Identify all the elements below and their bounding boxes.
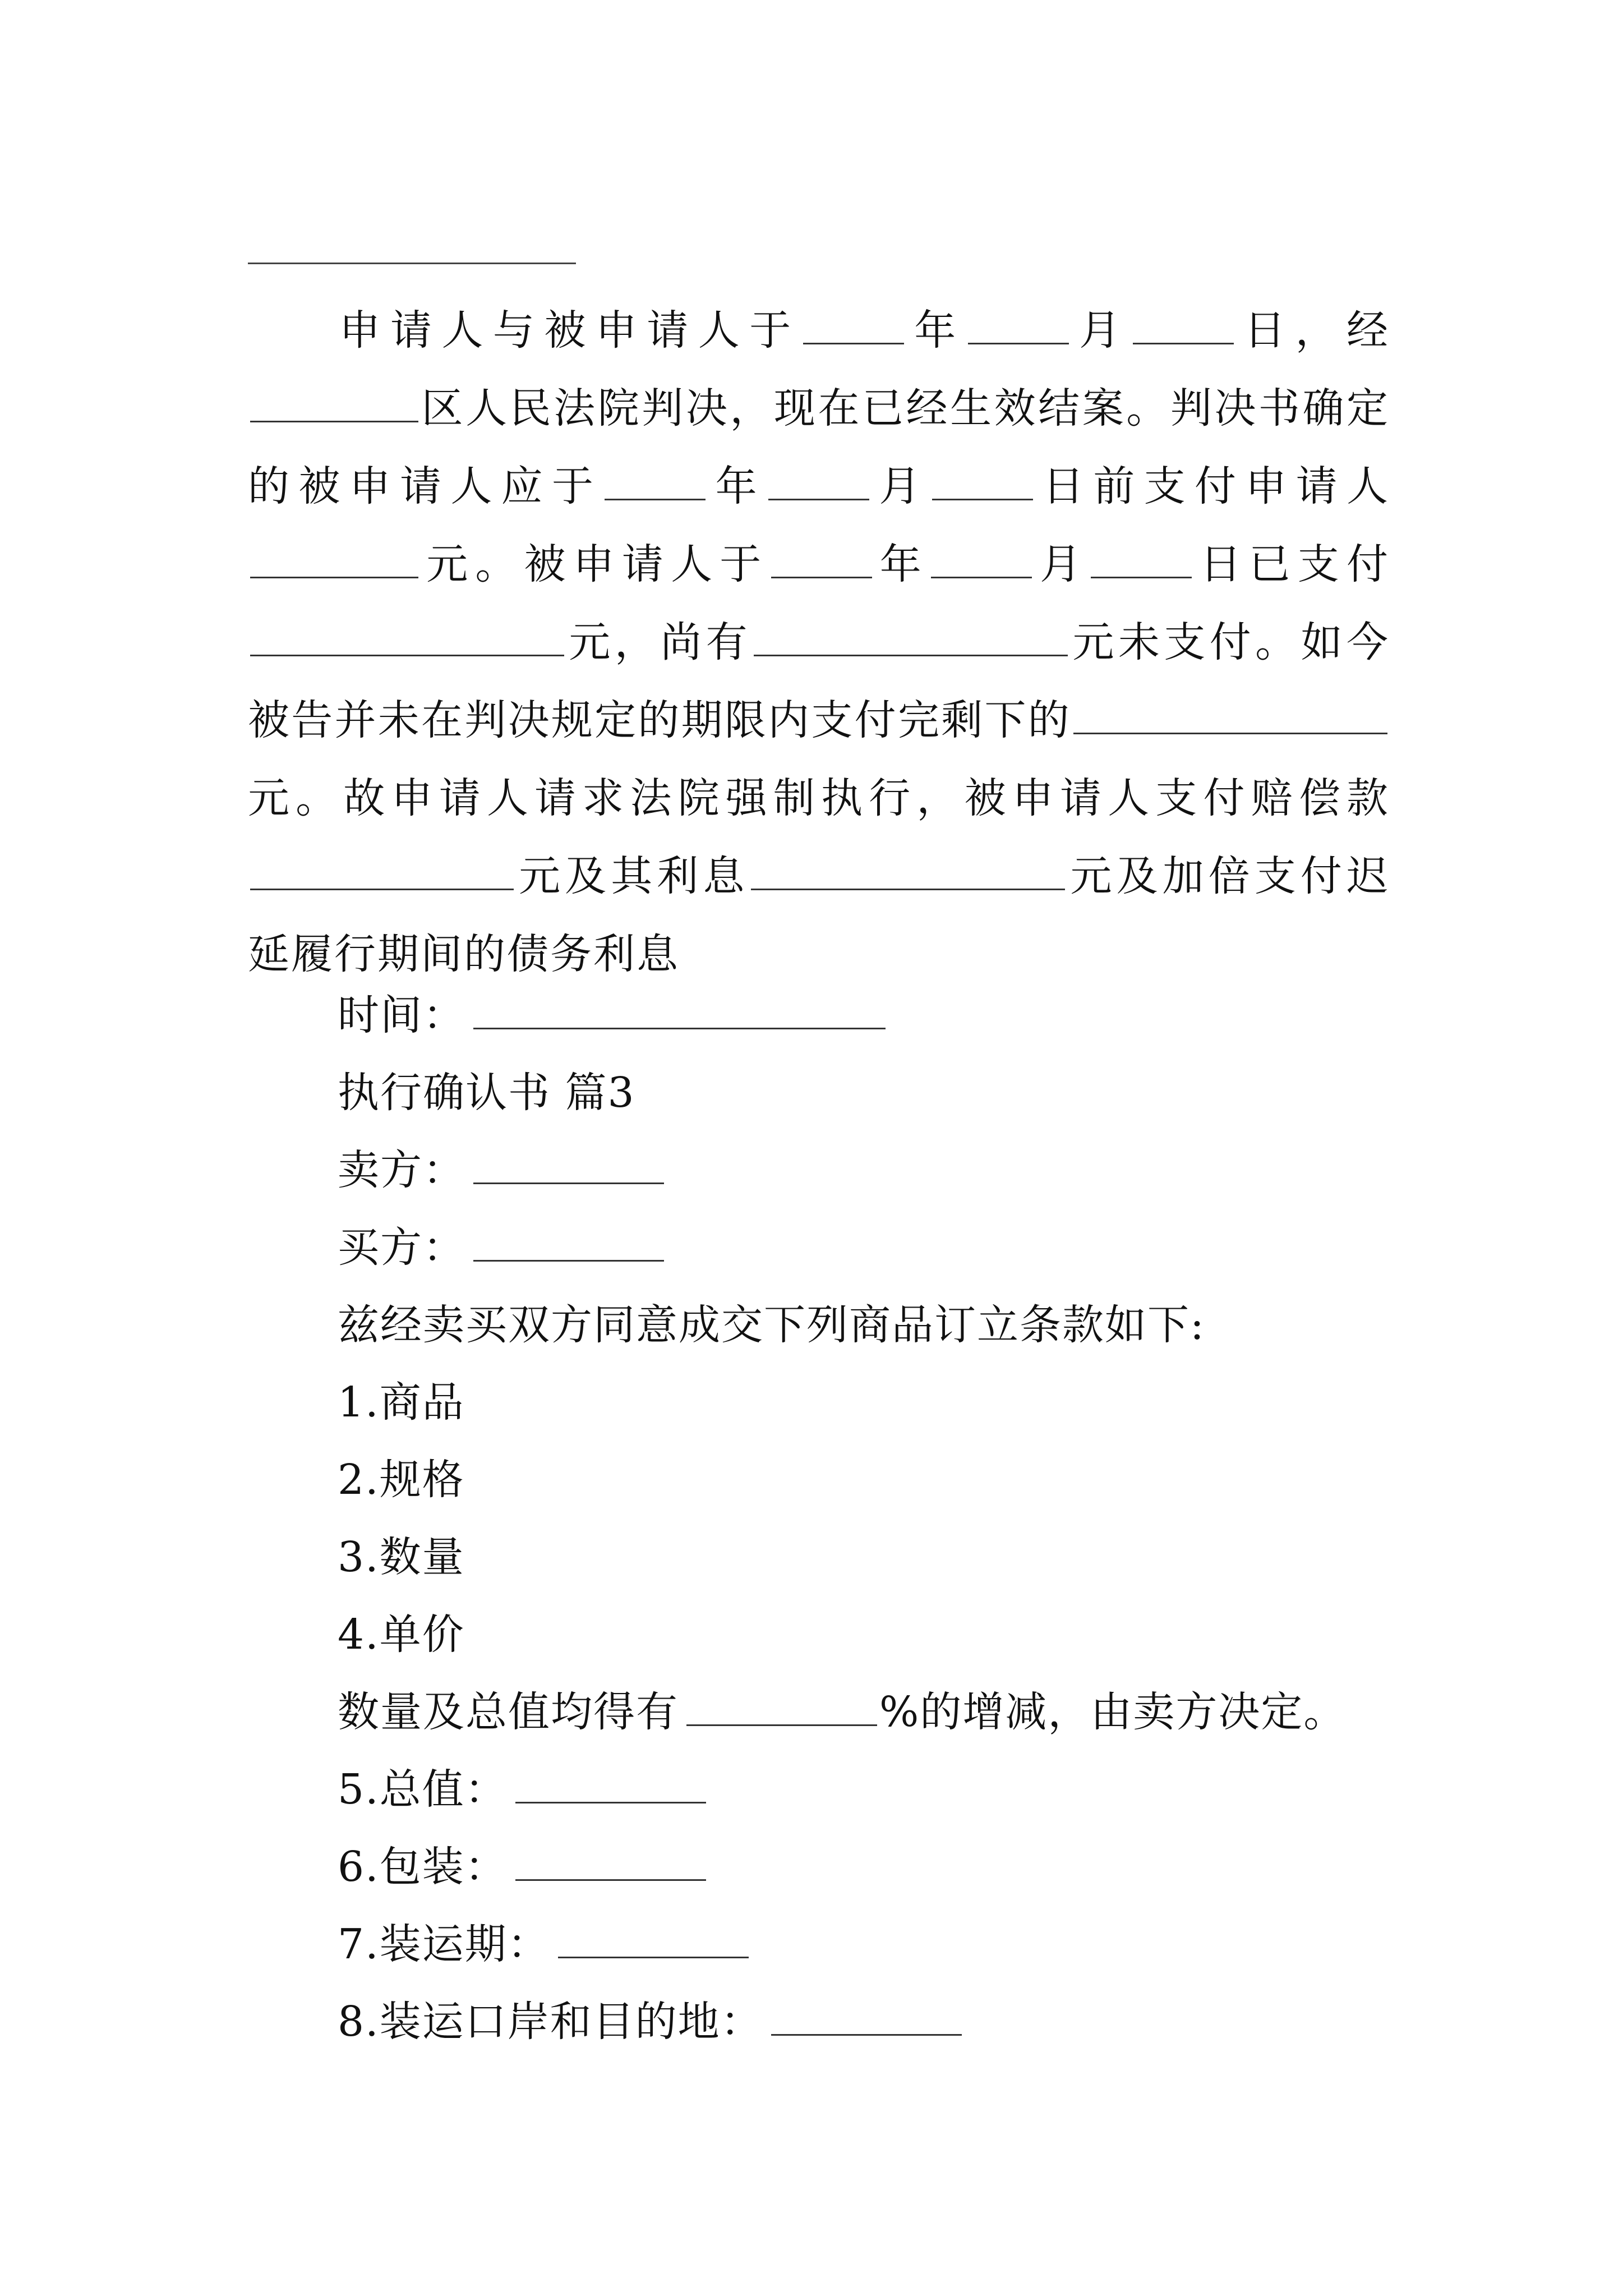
item-quantity: 3.数量 [338,1533,465,1581]
para-text-15: 元。故申请人请求法院强制执行，被申请人支付赔偿款 [248,774,1390,822]
blank-day-2[interactable] [932,498,1033,500]
blank-day-3[interactable] [1091,576,1192,578]
port-line [338,1994,964,2050]
para-text-17: 元及加倍支付迟延履行期间的债务利息 [248,852,1390,978]
time-label: 时间： [338,991,465,1039]
blank-year-2[interactable] [605,498,706,500]
blank-compensation[interactable] [250,888,514,890]
variance-post: %的增减，由卖方决定。 [879,1688,1347,1736]
seller-field[interactable] [473,1182,664,1184]
blank-amount-due[interactable] [250,576,418,578]
section-title: 执行确认书 篇3 [338,1069,635,1117]
item-specification: 2.规格 [338,1456,465,1504]
shipment-line [338,1916,751,1972]
top-blank-line [248,263,576,264]
para-text-3: 月 [1071,306,1131,355]
para-text-8: 日前支付申请人 [1035,462,1390,510]
blank-month-3[interactable] [931,576,1032,578]
intro-text: 兹经卖买双方同意成交下列商品订立条款如下: [338,1301,1205,1349]
packing-label: 6.包装： [338,1843,508,1891]
packing-line [338,1839,708,1895]
para-text-1: 申请人与被申请人于 [331,306,801,355]
para-text-11: 月 [1034,540,1089,588]
para-text-7: 月 [872,462,930,510]
para-text-12: 日已支付 [1194,540,1390,588]
shipment-field[interactable] [558,1956,749,1958]
buyer-field[interactable] [473,1259,664,1262]
buyer-line [338,1220,666,1276]
time-line [338,987,888,1043]
para-text-13: 元，尚有 [566,618,752,666]
variance-percent-field[interactable] [686,1724,877,1726]
item-unit-price: 4.单价 [338,1611,465,1659]
para-text-6: 年 [708,462,767,510]
time-field[interactable] [473,1027,886,1029]
blank-month-1[interactable] [968,342,1069,344]
shipment-label: 7.装运期： [338,1920,550,1968]
blank-amount-paid[interactable] [250,654,564,656]
buyer-label: 买方： [338,1223,465,1272]
total-value-field[interactable] [515,1801,706,1803]
port-label: 8.装运口岸和目的地： [338,1998,763,2046]
blank-amount-unpaid[interactable] [754,654,1068,656]
blank-year-1[interactable] [803,342,904,344]
para-text-16: 元及其利息 [516,852,749,900]
para-text-4: 日，经 [1235,306,1390,355]
item-commodity: 1.商品 [338,1378,465,1427]
para-text-14: 元未支付。如今被告并未在判决规定的期限内支付完剩下的 [248,618,1390,744]
port-field[interactable] [771,2033,962,2036]
variance-line [338,1684,1346,1740]
seller-line [338,1142,666,1198]
blank-month-2[interactable] [768,498,869,500]
blank-district[interactable] [250,420,418,422]
blank-interest[interactable] [751,888,1065,890]
variance-pre: 数量及总值均得有 [338,1688,679,1736]
blank-day-1[interactable] [1133,342,1234,344]
para-text-2: 年 [906,306,966,355]
blank-year-3[interactable] [771,576,872,578]
total-value-line [338,1761,708,1818]
total-value-label: 5.总值： [338,1765,508,1814]
para-text-10: 年 [874,540,929,588]
para-text-9: 元。被申请人于 [421,540,769,588]
blank-amount-remaining[interactable] [1073,732,1387,734]
para-text-5: 区人民法院判决，现在已经生效结案。判决书确定的被申请人应于 [248,384,1390,510]
seller-label: 卖方： [338,1146,465,1194]
application-paragraph [248,292,1390,993]
packing-field[interactable] [515,1879,706,1881]
